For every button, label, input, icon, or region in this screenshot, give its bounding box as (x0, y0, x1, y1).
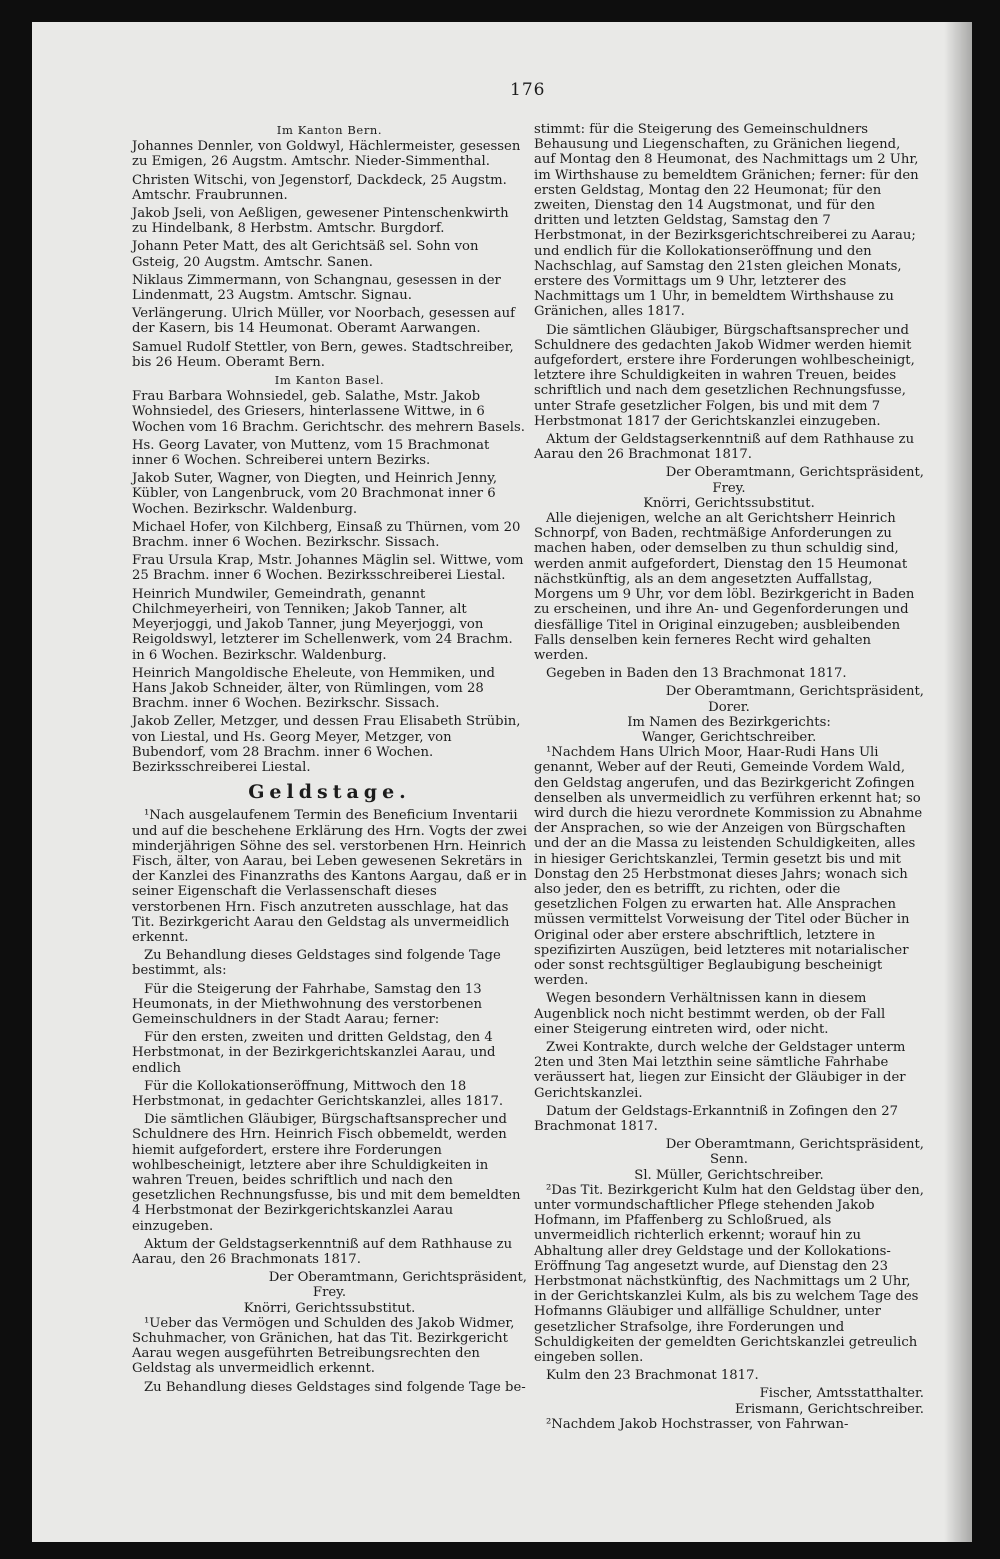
list-item: Frau Barbara Wohnsiedel, geb. Salathe, Mstr. Jakob Wohnsiedel, des Griesers, hinterlassene Wittwe, in 6 Wochen vom 16 Brachm. Gerichtschr. des mehrern Basels. (132, 389, 525, 435)
geldstage-heading: Geldstage. (248, 781, 411, 804)
signature-name: Frey. (712, 480, 746, 496)
signature-line: Wanger, Gerichtschreiber. (641, 729, 817, 745)
paragraph: stimmt: für die Steigerung des Gemeinschuldners Behausung und Liegenschaften, zu Gränichen liegend, auf Montag den 8 Heumonat, des Nachmittags um 2 Uhr, im Wirthshause zu bemeldtem Gränichen; ferner: für den ersten Geldstag, Montag den 22 Heumonat; für den zweiten, Dienstag den 14 Augstmonat, und für den dritten und letzten Geldstag, Samstag den 7 Herbstmonat, in der Bezirksgerichtschreiberei zu Aarau; und endlich für die Kollokationseröffnung und den Nachschlag, auf Samstag den 21sten gleichen Monats, erstere des Vormittags um 9 Uhr, letzterer des Nachmittags um 1 Uhr, in bemeldtem Wirthshause zu Gränichen, alles 1817. (534, 122, 919, 320)
paragraph: Für die Kollokationseröffnung, Mittwoch den 18 Herbstmonat, in gedachter Gerichtskanzlei, alles 1817. (132, 1078, 504, 1109)
signature-name: Dorer. (708, 699, 750, 715)
signature-line: Knörri, Gerichtssubstitut. (243, 1300, 416, 1316)
list-item: Johann Peter Matt, des alt Gerichtsäß sel. Sohn von Gsteig, 20 Augstm. Amtschr. Sanen. (132, 239, 479, 270)
signature-line: Der Oberamtmann, Gerichtspräsident, (268, 1270, 527, 1286)
paragraph: ¹Ueber das Vermögen und Schulden des Jakob Widmer, Schuhmacher, von Gränichen, hat das Tit. Bezirkgericht Aarau wegen ausgeführten Betreibungsrechten den Geldstag als unvermeidlich erkennt. (132, 1315, 515, 1377)
left-column (132, 122, 527, 1398)
paragraph: Aktum der Geldstagserkenntniß auf dem Rathhause zu Aarau den 26 Brachmonat 1817. (534, 432, 915, 463)
signature-line: Sl. Müller, Gerichtschreiber. (634, 1167, 824, 1183)
signature-line: Der Oberamtmann, Gerichtspräsident, (665, 1137, 924, 1153)
right-column (534, 122, 924, 1435)
paragraph: Die sämtlichen Gläubiger, Bürgschaftsansprecher und Schuldnere des Hrn. Heinrich Fisch obbemeldt, werden hiemit aufgefordert, erstere ihre Forderungen wohlbescheinigt, letztere aber ihre Schuldigkeiten in wahren Treuen, beides schriftlich und nach den gesetzlichen Rechnungsfusse, bis und mit dem bemeldten 4 Herbstmonat der Bezirkgerichtskanzlei Aarau einzugeben. (132, 1112, 521, 1234)
section-title: Im Kanton Basel. (274, 373, 385, 388)
signature-name: Senn. (709, 1152, 749, 1168)
signature-line: Knörri, Gerichtssubstitut. (643, 495, 815, 511)
list-item: Verlängerung. Ulrich Müller, vor Noorbach, gesessen auf der Kasern, bis 14 Heumonat. Oberamt Aarwangen. (132, 306, 516, 337)
signature-line: Fischer, Amtsstatthalter. (759, 1386, 924, 1402)
paragraph: Die sämtlichen Gläubiger, Bürgschaftsansprecher und Schuldnere des gedachten Jakob Widmer werden hiemit aufgefordert, erstere ihre Forderungen wohlbescheinigt, letztere ihre Schuldigkeiten in wahren Treuen, beides schriftlich und nach dem gesetzlichen Rechnungsfusse, unter Strafe gesetzlicher Folgen, bis und mit dem 7 Herbstmonat 1817 der Gerichtskanzlei einzugeben. (534, 322, 915, 429)
signature-line: Erismann, Gerichtschreiber. (735, 1401, 924, 1417)
paragraph: Datum der Geldstags-Erkanntniß in Zofingen den 27 Brachmonat 1817. (534, 1103, 898, 1134)
paragraph: Zu Behandlung dieses Geldstages sind folgende Tage be- (144, 1379, 526, 1395)
newspaper-page (32, 22, 972, 1542)
signature-line: Der Oberamtmann, Gerichtspräsident, (665, 465, 924, 481)
paragraph: Alle diejenigen, welche an alt Gerichtsherr Heinrich Schnorpf, von Baden, rechtmäßige Anforderungen zu machen haben, oder demselben zu thun schuldig sind, werden anmit aufgefordert, Dienstag den 15 Heumonat nächstkünftig, als an dem angesetzten Auffallstag, Morgens um 9 Uhr, vor dem löbl. Bezirkgericht in Baden zu erscheinen, und ihre An- und Gegenforderungen und diesfällige Titel in Original einzugeben; ausbleibenden Falls denselben kein ferneres Recht wird gehalten werden. (534, 511, 915, 663)
list-item: Hs. Georg Lavater, von Muttenz, vom 15 Brachmonat inner 6 Wochen. Schreiberei untern Bezirks. (132, 437, 490, 469)
page-number: 176 (510, 80, 546, 100)
paragraph: Wegen besondern Verhältnissen kann in diesem Augenblick noch nicht bestimmt werden, ob der Fall einer Steigerung eintreten wird, oder nicht. (534, 991, 886, 1037)
signature-line: Im Namen des Bezirkgerichts: (627, 714, 831, 730)
paragraph: Zu Behandlung dieses Geldstages sind folgende Tage bestimmt, als: (132, 948, 501, 979)
list-item: Christen Witschi, von Jegenstorf, Dackdeck, 25 Augstm. Amtschr. Fraubrunnen. (132, 172, 507, 203)
list-item: Johannes Dennler, von Goldwyl, Hächlermeister, gesessen zu Emigen, 26 Augstm. Amtschr. Nieder-Simmenthal. (132, 139, 521, 170)
section-title: Im Kanton Bern. (276, 123, 383, 137)
list-item: Jakob Suter, Wagner, von Diegten, und Heinrich Jenny, Kübler, von Langenbruck, vom 20 Brachmonat inner 6 Wochen. Bezirkschr. Waldenburg. (132, 471, 498, 517)
paragraph: Kulm den 23 Brachmonat 1817. (546, 1368, 759, 1384)
paragraph: Aktum der Geldstagserkenntniß auf dem Rathhause zu Aarau, den 26 Brachmonats 1817. (132, 1236, 513, 1268)
paragraph: Gegeben in Baden den 13 Brachmonat 1817. (546, 666, 847, 682)
paragraph: ¹Nach ausgelaufenem Termin des Beneficium Inventarii und auf die beschehene Erklärung des Hrn. Vogts der zwei minderjährigen Söhne des sel. verstorbenen Hrn. Heinrich Fisch, älter, von Aarau, bei Leben gewesenen Sekretärs in der Kanzlei des Finanzraths des Kantons Aargau, daß er in seiner Eigenschaft die Verlassenschaft dieses verstorbenen Hrn. Fisch anzutreten ausschlage, hat das Tit. Bezirkgericht Aarau den Geldstag als unvermeidlich erkennt. (132, 808, 527, 945)
paragraph: ¹Nachdem Hans Ulrich Moor, Haar-Rudi Hans Uli genannt, Weber auf der Reuti, Gemeinde Vordem Wald, den Geldstag angerufen, und das Bezirkgericht Zofingen denselben als unvermeidlich zu verführen erkennt hat; so wird durch die hiezu verordnete Kommission zu Abnahme der Ansprachen, so wie der Anzeigen von Bürgschaften und der an die Massa zu leistenden Schuldigkeiten, alles in hiesiger Gerichtskanzlei, Termin gesetzt bis und mit Donstag den 25 Herbstmonat dieses Jahrs; wonach sich also jeder, den es betrifft, zu richten, oder die gesetzlichen Folgen zu erwarten hat. Alle Ansprachen müssen vermittelst Vorweisung der Titel oder Bücher in Original oder aber erstere abschriftlich, letztere in spezifizirten Auszügen, beid letzteres mit notarialischer oder sonst rechtsgültiger Beglaubigung bescheinigt werden. (534, 745, 923, 989)
paragraph: ²Nachdem Jakob Hochstrasser, von Fahrwan- (546, 1416, 849, 1432)
list-item: Jakob Zeller, Metzger, und dessen Frau Elisabeth Strübin, von Liestal, und Hs. Georg Meyer, Metzger, von Bubendorf, vom 28 Brachm. inner 6 Wochen. Bezirksschreiberei Liestal. (132, 714, 521, 775)
list-item: Michael Hofer, von Kilchberg, Einsaß zu Thürnen, vom 20 Brachm. inner 6 Wochen. Bezirkschr. Sissach. (132, 519, 521, 551)
page-edge-shadow (944, 22, 972, 1542)
list-item: Heinrich Mundwiler, Gemeindrath, genannt Chilchmeyerheiri, von Tenniken; Jakob Tanner, alt Meyerjoggi, und Jakob Tanner, jung Meyerjoggi, von Reigoldswyl, letzterer im Schellenwerk, vom 24 Brachm. in 6 Wochen. Bezirkschr. Waldenburg. (132, 586, 513, 663)
paragraph: Für die Steigerung der Fahrhabe, Samstag den 13 Heumonats, in der Miethwohnung des verstorbenen Gemeinschuldners in der Stadt Aarau; ferner: (132, 981, 482, 1027)
signature-name: Frey. (312, 1285, 347, 1301)
signature-line: Der Oberamtmann, Gerichtspräsident, (665, 684, 924, 700)
list-item: Heinrich Mangoldische Eheleute, von Hemmiken, und Hans Jakob Schneider, älter, von Rümlingen, vom 28 Brachm. inner 6 Wochen. Bezirkschr. Sissach. (132, 665, 496, 712)
list-item: Niklaus Zimmermann, von Schangnau, gesessen in der Lindenmatt, 23 Augstm. Amtschr. Signau. (132, 272, 501, 304)
paragraph: Für den ersten, zweiten und dritten Geldstag, den 4 Herbstmonat, in der Bezirkgerichtskanzlei Aarau, und endlich (132, 1030, 496, 1076)
paragraph: ²Das Tit. Bezirkgericht Kulm hat den Geldstag über den, unter vormundschaftlicher Pflege stehenden Jakob Hofmann, im Pfaffenberg zu Schloßrued, als unvermeidlich richterlich erkennt; worauf hin zu Abhaltung aller drey Geldstage und der Kollokations-Eröffnung Tag angesetzt wurde, auf Dienstag den 23 Herbstmonat nächstkünftig, des Nachmittags um 2 Uhr, in der Gerichtskanzlei Kulm, als bis zu welchem Tage des Hofmanns Gläubiger und allfällige Schuldner, unter gesetzlicher Strafsolge, ihre Forderungen und Schuldigkeiten der gemeldten Gerichtskanzlei getreulich eingeben sollen. (534, 1182, 924, 1366)
list-item: Jakob Jseli, von Aeßligen, gewesener Pintenschenkwirth zu Hindelbank, 8 Herbstm. Amtschr. Burgdorf. (132, 206, 509, 237)
paragraph: Zwei Kontrakte, durch welche der Geldstager unterm 2ten und 3ten Mai letzthin seine sämtliche Fahrhabe veräussert hat, liegen zur Einsicht der Gläubiger in der Gerichtskanzlei. (534, 1039, 906, 1101)
list-item: Frau Ursula Krap, Mstr. Johannes Mäglin sel. Wittwe, vom 25 Brachm. inner 6 Wochen. Bezirksschreiberei Liestal. (132, 553, 524, 584)
list-item: Samuel Rudolf Stettler, von Bern, gewes. Stadtschreiber, bis 26 Heum. Oberamt Bern. (132, 339, 514, 370)
